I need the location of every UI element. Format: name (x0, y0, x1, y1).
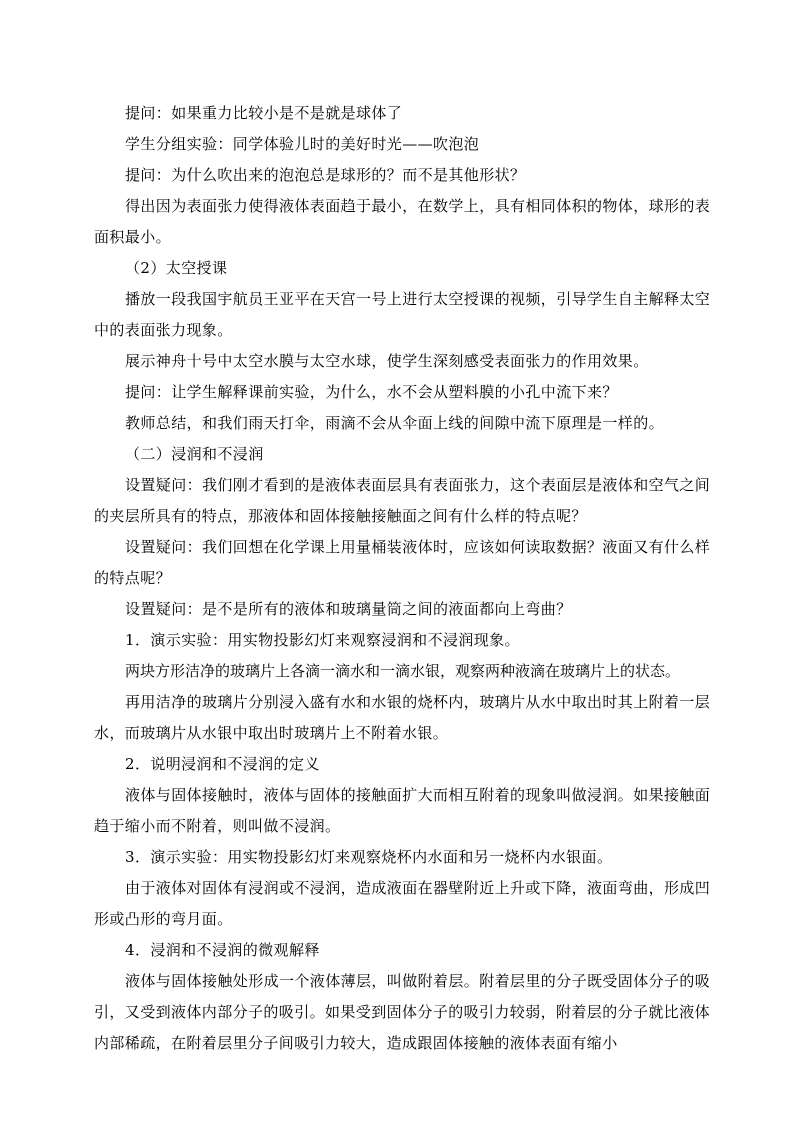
subheading-definition: 2．说明浸润和不浸润的定义 (125, 755, 320, 773)
subheading-demo-experiment-1: 1．演示实验：用实物投影幻灯来观察浸润和不浸润现象。 (125, 631, 520, 649)
paragraph-glass-immersion: 再用洁净的玻璃片分别浸入盛有水和水银的烧杯内，玻璃片从水中取出时其上附着一层水，而玻璃片从水银中取出时玻璃片上不附着水银。 (94, 693, 711, 742)
subheading-micro-explanation: 4．浸润和不浸润的微观解释 (125, 941, 320, 959)
paragraph-wetting-definition: 液体与固体接触时，液体与固体的接触面扩大而相互附着的现象叫做浸润。如果接触面趋于缩小而不附着，则叫做不浸润。 (94, 786, 711, 835)
paragraph-question-gravity: 提问：如果重力比较小是不是就是球体了 (125, 104, 403, 122)
subheading-demo-experiment-3: 3．演示实验：用实物投影幻灯来观察烧杯内水面和另一烧杯内水银面。 (125, 848, 613, 866)
paragraph-meniscus: 由于液体对固体有浸润或不浸润，造成液面在器壁附近上升或下降，液面弯曲，形成凹形或凸形的弯月面。 (94, 879, 711, 928)
paragraph-glass-drops: 两块方形洁净的玻璃片上各滴一滴水和一滴水银，观察两种液滴在玻璃片上的状态。 (125, 662, 681, 680)
paragraph-question-bubbles: 提问：为什么吹出来的泡泡总是球形的？而不是其他形状？ (125, 166, 526, 184)
document-body (94, 98, 718, 1059)
section-heading-space-lesson: （2）太空授课 (125, 259, 228, 277)
paragraph-adhesion-layer: 液体与固体接触处形成一个液体薄层，叫做附着层。附着层里的分子既受固体分子的吸引，又受到液体内部分子的吸引。如果受到固体分子的吸引力较弱，附着层的分子就比液体内部稀疏，在附着层里分子间吸引力较大，造成跟固体接触的液体表面有缩小 (94, 972, 711, 1052)
paragraph-question-liquid-surface: 设置疑问：是不是所有的液体和玻璃量筒之间的液面都向上弯曲？ (125, 600, 572, 618)
paragraph-space-video: 播放一段我国宇航员王亚平在天宫一号上进行太空授课的视频，引导学生自主解释太空中的表面张力现象。 (94, 290, 711, 339)
section-heading-wetting: （二）浸润和不浸润 (125, 445, 264, 463)
paragraph-question-measuring-cylinder: 设置疑问：我们回想在化学课上用量桶装液体时，应该如何读取数据？液面又有什么样的特点呢？ (94, 538, 711, 587)
paragraph-shenzhou-demo: 展示神舟十号中太空水膜与太空水球，使学生深刻感受表面张力的作用效果。 (125, 352, 649, 370)
paragraph-surface-tension-conclusion: 得出因为表面张力使得液体表面趋于最小，在数学上，具有相同体积的物体，球形的表面积最小。 (94, 197, 711, 246)
paragraph-group-experiment: 学生分组实验：同学体验儿时的美好时光——吹泡泡 (125, 135, 480, 153)
paragraph-question-interface: 设置疑问：我们刚才看到的是液体表面层具有表面张力，这个表面层是液体和空气之间的夹层所具有的特点，那液体和固体接触接触面之间有什么样的特点呢？ (94, 476, 711, 525)
paragraph-question-plastic-film: 提问：让学生解释课前实验，为什么，水不会从塑料膜的小孔中流下来？ (125, 383, 618, 401)
paragraph-teacher-summary: 教师总结，和我们雨天打伞，雨滴不会从伞面上线的间隙中流下原理是一样的。 (125, 414, 665, 432)
